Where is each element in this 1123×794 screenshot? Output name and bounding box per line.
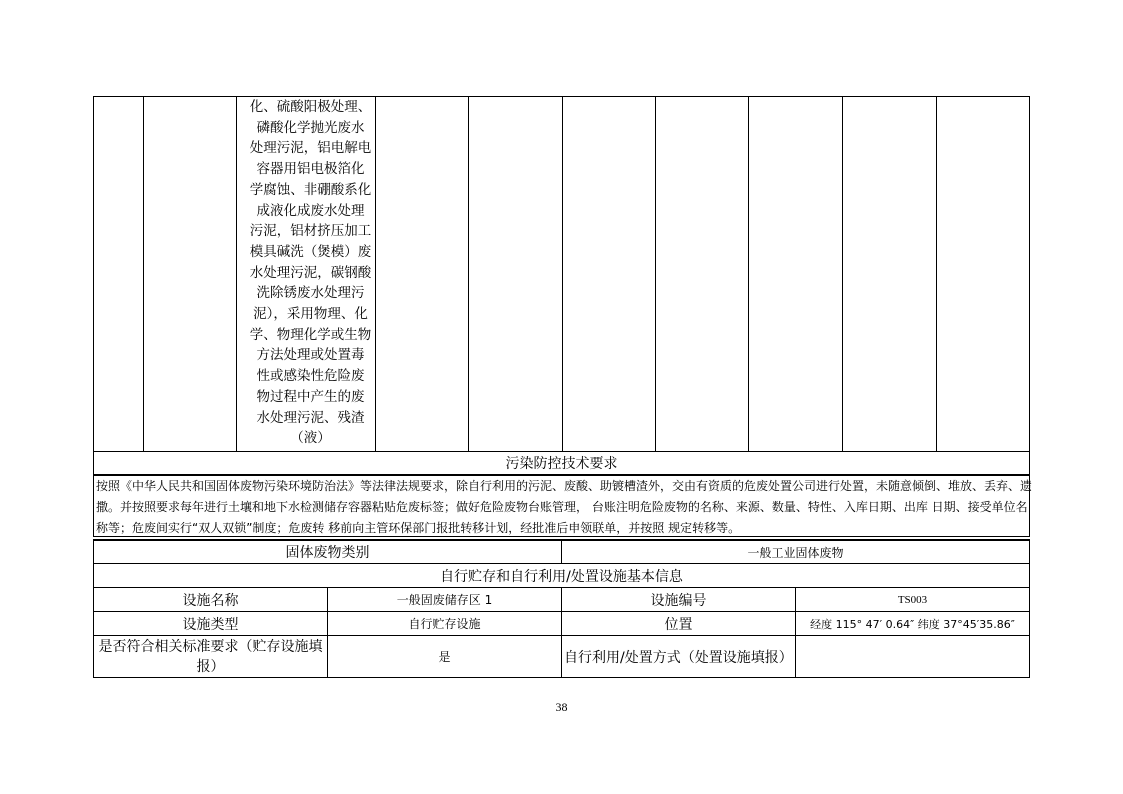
column-divider — [236, 97, 237, 451]
description-line: 化、硫酸阳极处理、 — [249, 99, 372, 115]
facility-code-label-text: 设施编号 — [650, 592, 707, 609]
facility-type-value-text: 自行贮存设施 — [408, 617, 481, 631]
column-divider — [748, 97, 749, 451]
facility-type-label-text: 设施类型 — [182, 616, 239, 633]
compliance-label — [93, 635, 328, 678]
description-line: 容器用铝电极箔化 — [256, 161, 365, 178]
facility-code-label — [561, 587, 796, 612]
column-divider — [143, 97, 144, 451]
facility-code-value — [795, 587, 1030, 612]
waste-category-label — [93, 539, 562, 564]
description-line: 水处理污泥、残渣 — [256, 409, 365, 426]
waste-description-cell — [245, 97, 376, 453]
description-line: 学腐蚀、非硼酸系化 — [249, 181, 372, 198]
facility-info-title-text: 自行贮存和自行利用/处置设施基本信息 — [440, 568, 683, 585]
page-number: 38 — [555, 700, 568, 714]
compliance-label-text: 是否符合相关标准要求（贮存设施填报） — [98, 638, 323, 675]
facility-name-value — [327, 587, 562, 612]
compliance-value — [327, 635, 562, 678]
facility-name-label — [93, 587, 328, 612]
description-line: 洗除锈废水处理污 — [256, 285, 365, 302]
paragraph-line: 按照《中华人民共和国固体废物污染环境防治法》等法律法规要求，除自行利用的污泥、废酸、助镀槽渣外，交由有资质的危废处置公司进行处置，未随意倾倒、堆放、丢弃、遗 — [96, 479, 1033, 493]
waste-category-label-text: 固体废物类别 — [285, 545, 370, 561]
description-line: 水处理污泥，碳钢酸 — [249, 264, 372, 281]
facility-code-value-text: TS003 — [897, 593, 928, 606]
description-line: 性或感染性危险废 — [256, 368, 365, 385]
pollution-control-paragraph — [93, 475, 1033, 537]
method-label-text: 自行利用/处置方式（处置设施填报） — [564, 649, 793, 666]
description-line: 处理污泥，铝电解电 — [249, 140, 372, 157]
facility-info-title — [93, 563, 1030, 588]
continuation-table — [93, 96, 1030, 452]
location-value — [795, 611, 1030, 636]
description-line: 泥），采用物理、化 — [253, 306, 368, 323]
facility-name-value-text: 一般固废储存区 1 — [396, 593, 493, 607]
column-divider — [562, 97, 563, 451]
paragraph-line: 撒。并按照要求每年进行土壤和地下水检测储存容器粘贴危废标签；做好危险废物台账管理， 台账注明危险废物的名称、来源、数量、特性、入库日期、出库 日期、接受单位名 — [96, 500, 1028, 514]
column-divider — [655, 97, 656, 451]
facility-type-value — [327, 611, 562, 636]
column-divider — [842, 97, 843, 451]
method-label — [561, 635, 796, 678]
description-line: 成液化成废水处理 — [256, 202, 365, 219]
facility-name-label-text: 设施名称 — [182, 592, 239, 609]
location-label-text: 位置 — [664, 616, 693, 633]
facility-type-label — [93, 611, 328, 636]
column-divider — [936, 97, 937, 451]
description-line: 模具碱洗（煲模）废 — [249, 243, 372, 260]
description-line: 磷酸化学抛光废水 — [256, 119, 365, 136]
description-line: （液） — [290, 430, 331, 447]
description-line: 方法处理或处置毒 — [256, 347, 365, 364]
location-value-text: 经度 115° 47′ 0.64″ 纬度 37°45′35.86″ — [810, 617, 1015, 631]
paragraph-line: 称等；危废间实行“双人双锁”制度；危废转 移前向主管环保部门报批转移计划，经批准后申领联单，并按照 规定转移等。 — [96, 521, 741, 535]
compliance-value-text: 是 — [438, 650, 451, 664]
method-value — [795, 635, 1030, 678]
description-line: 污泥，铝材挤压加工 — [249, 223, 372, 240]
location-label — [561, 611, 796, 636]
waste-category-value — [561, 539, 1030, 564]
pollution-control-title — [93, 452, 1030, 475]
description-line: 物过程中产生的废 — [256, 388, 365, 405]
column-divider — [468, 97, 469, 451]
waste-category-value-text: 一般工业固体废物 — [747, 545, 844, 560]
description-line: 学、物理化学或生物 — [249, 326, 372, 343]
pollution-control-title-text: 污染防控技术要求 — [505, 456, 618, 472]
